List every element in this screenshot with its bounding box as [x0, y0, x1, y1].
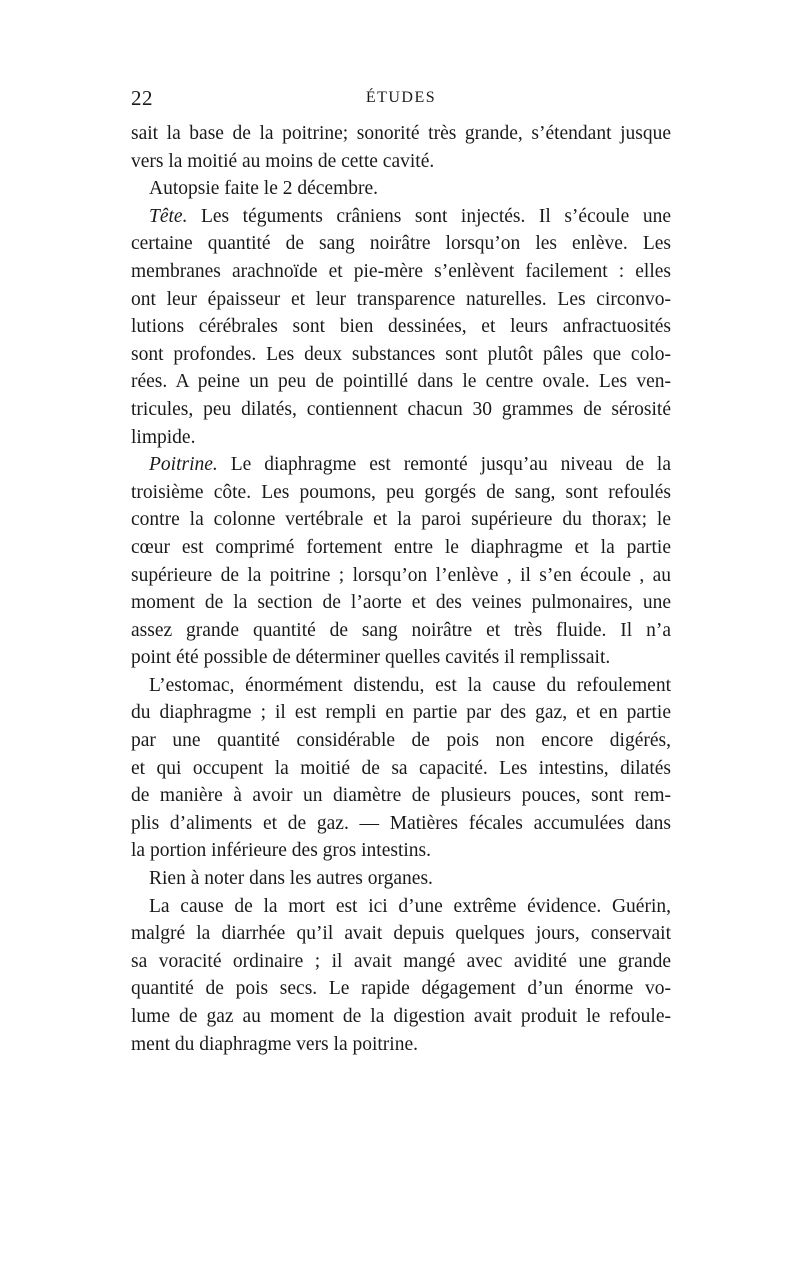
- text-line: ment du diaphragme vers la poitrine.: [131, 1033, 418, 1055]
- text-line: rées. A peine un peu de pointillé dans le centre ovale. Les ven-: [131, 371, 671, 393]
- text-line: et qui occupent la moitié de sa capacité. Les intestins, dilatés: [131, 757, 671, 779]
- text-line: certaine quantité de sang noirâtre lorsqu’on les enlève. Les: [131, 233, 671, 255]
- text-line: plis d’aliments et de gaz. — Matières fécales accumulées dans: [131, 812, 671, 834]
- section-lead-poitrine: Poitrine.: [149, 454, 218, 476]
- text-line: ont leur épaisseur et leur transparence naturelles. Les circonvo-: [131, 288, 671, 310]
- page-number: 22: [131, 86, 153, 110]
- text-line: La cause de la mort est ici d’une extrême évidence. Guérin,: [149, 895, 671, 917]
- text-line: limpide.: [131, 426, 196, 448]
- text-line: lutions cérébrales sont bien dessinées, et leurs anfractuosités: [131, 316, 671, 338]
- text-line: tricules, peu dilatés, contiennent chacun 30 grammes de sérosité: [131, 398, 671, 420]
- text-line: supérieure de la poitrine ; lorsqu’on l’enlève , il s’en écoule , au: [131, 564, 671, 586]
- text-line: sont profondes. Les deux substances sont plutôt pâles que colo-: [131, 343, 671, 365]
- text-line: [131, 203, 671, 231]
- text-line: de manière à avoir un diamètre de plusieurs pouces, sont rem-: [131, 785, 671, 807]
- text-line: cœur est comprimé fortement entre le diaphragme et la partie: [131, 536, 671, 558]
- text-line: membranes arachnoïde et pie-mère s’enlèvent facilement : elles: [131, 260, 671, 282]
- section-lead-tete: Tête.: [149, 205, 188, 227]
- text-line: vers la moitié au moins de cette cavité.: [131, 150, 435, 172]
- text-line: sait la base de la poitrine; sonorité très grande, s’étendant jusque: [131, 123, 671, 144]
- text-line: L’estomac, énormément distendu, est la cause du refoulement: [149, 674, 671, 696]
- text-line: quantité de pois secs. Le rapide dégagement d’un énorme vo-: [131, 978, 671, 1000]
- text-line: contre la colonne vertébrale et la paroi supérieure du thorax; le: [131, 509, 671, 531]
- text-line-rest: Le diaphragme est remonté jusqu’au niveau de la: [217, 454, 671, 476]
- text-line: assez grande quantité de sang noirâtre et très fluide. Il n’a: [131, 619, 671, 641]
- text-line: troisième côte. Les poumons, peu gorgés de sang, sont refoulés: [131, 481, 671, 503]
- text-line: [131, 451, 671, 479]
- page-header: [131, 86, 671, 116]
- text-line-rest: Les téguments crâniens sont injectés. Il s’écoule une: [187, 205, 671, 227]
- text-line: par une quantité considérable de pois non encore digérés,: [131, 730, 671, 752]
- text-line: Rien à noter dans les autres organes.: [149, 868, 433, 890]
- body-text: [131, 120, 671, 1058]
- text-line: du diaphragme ; il est rempli en partie par des gaz, et en partie: [131, 702, 671, 724]
- text-line: la portion inférieure des gros intestins.: [131, 840, 432, 862]
- text-line: moment de la section de l’aorte et des veines pulmonaires, une: [131, 592, 671, 614]
- text-line: sa voracité ordinaire ; il avait mangé avec avidité une grande: [131, 950, 671, 972]
- text-line: malgré la diarrhée qu’il avait depuis quelques jours, conservait: [131, 923, 671, 945]
- text-line: Autopsie faite le 2 décembre.: [149, 178, 379, 200]
- running-head: ÉTUDES: [365, 89, 437, 106]
- text-line: lume de gaz au moment de la digestion avait produit le refoule-: [131, 1006, 671, 1027]
- text-line: point été possible de déterminer quelles cavités il remplissait.: [131, 647, 611, 669]
